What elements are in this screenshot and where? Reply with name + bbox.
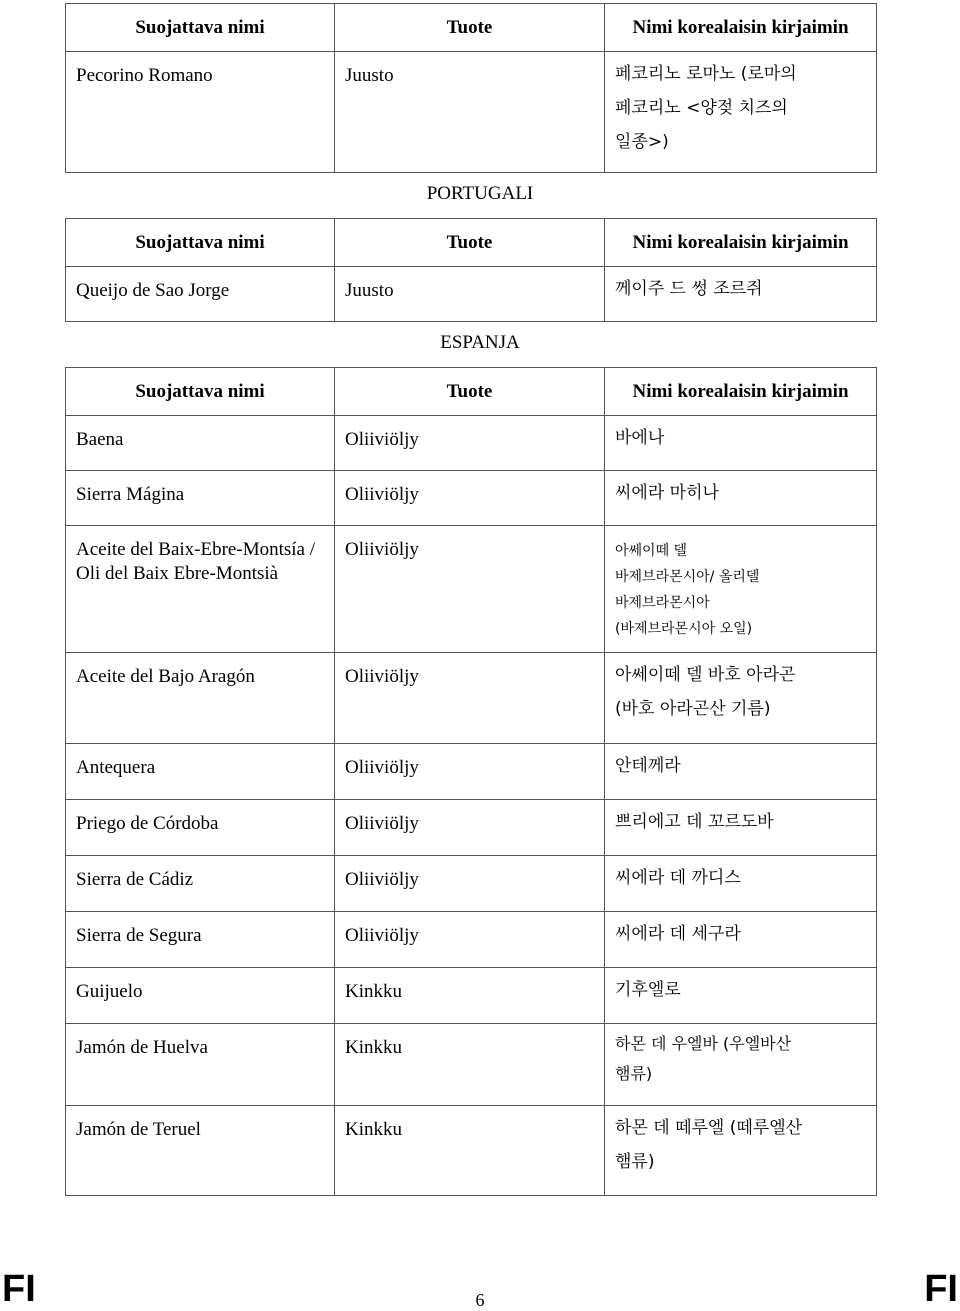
table-italy (65, 3, 877, 173)
cell-korean: 바에나 (605, 416, 877, 471)
cell-product: Oliiviöljy (335, 471, 605, 526)
cell-korean: 쁘리에고 데 꼬르도바 (605, 800, 877, 856)
cell-name: Sierra de Cádiz (66, 856, 335, 912)
header-korean-name: Nimi korealaisin kirjaimin (605, 368, 877, 416)
cell-name: Aceite del Baix-Ebre-Montsía / Oli del Baix Ebre-Montsià (66, 526, 335, 653)
header-protected-name: Suojattava nimi (66, 4, 335, 52)
cell-korean: 씨에라 마히나 (605, 471, 877, 526)
cell-name: Sierra de Segura (66, 912, 335, 968)
table-row (66, 912, 877, 968)
page-number: 6 (475, 1290, 485, 1310)
footer-language-code-right: FI (924, 1268, 958, 1310)
cell-product: Oliiviöljy (335, 800, 605, 856)
table-row (66, 416, 877, 471)
cell-name: Pecorino Romano (66, 52, 335, 173)
cell-name: Antequera (66, 744, 335, 800)
table-spain (65, 367, 877, 1196)
table-row (66, 653, 877, 744)
table-row (66, 800, 877, 856)
cell-name: Priego de Córdoba (66, 800, 335, 856)
table-row (66, 1024, 877, 1106)
header-protected-name: Suojattava nimi (66, 368, 335, 416)
cell-name: Jamón de Huelva (66, 1024, 335, 1106)
cell-korean: 하몬 데 우엘바 (우엘바산 햄류) (605, 1024, 877, 1106)
cell-product: Juusto (335, 52, 605, 173)
cell-product: Oliiviöljy (335, 744, 605, 800)
cell-korean: 하몬 데 떼루엘 (떼루엘산 햄류) (605, 1106, 877, 1196)
header-product: Tuote (335, 219, 605, 267)
cell-product: Oliiviöljy (335, 856, 605, 912)
cell-product: Kinkku (335, 1024, 605, 1106)
cell-name: Baena (66, 416, 335, 471)
table-row (66, 526, 877, 653)
cell-korean: 아쎄이떼 델 바제브라몬시아/ 올리델 바제브라몬시아 (바제브라몬시아 오일) (605, 526, 877, 653)
cell-korean: 기후엘로 (605, 968, 877, 1024)
cell-product: Oliiviöljy (335, 912, 605, 968)
table-portugal (65, 218, 877, 322)
table-row (66, 471, 877, 526)
header-korean-name: Nimi korealaisin kirjaimin (605, 4, 877, 52)
table-row (66, 267, 877, 322)
table-row (66, 744, 877, 800)
footer-language-code-left: FI (2, 1268, 36, 1310)
cell-product: Kinkku (335, 968, 605, 1024)
cell-name: Queijo de Sao Jorge (66, 267, 335, 322)
cell-korean: 아쎄이떼 델 바호 아라곤 (바호 아라곤산 기름) (605, 653, 877, 744)
section-title-spain: ESPANJA (440, 332, 520, 353)
cell-korean: 씨에라 데 까디스 (605, 856, 877, 912)
table-row (66, 968, 877, 1024)
cell-product: Oliiviöljy (335, 653, 605, 744)
cell-product: Kinkku (335, 1106, 605, 1196)
table-header-row (66, 4, 877, 52)
cell-name: Guijuelo (66, 968, 335, 1024)
cell-name: Sierra Mágina (66, 471, 335, 526)
table-row (66, 52, 877, 173)
cell-korean: 안테께라 (605, 744, 877, 800)
cell-product: Oliiviöljy (335, 416, 605, 471)
table-header-row (66, 368, 877, 416)
cell-korean: 씨에라 데 세구라 (605, 912, 877, 968)
header-protected-name: Suojattava nimi (66, 219, 335, 267)
header-korean-name: Nimi korealaisin kirjaimin (605, 219, 877, 267)
table-row (66, 1106, 877, 1196)
cell-product: Juusto (335, 267, 605, 322)
header-product: Tuote (335, 368, 605, 416)
cell-name: Aceite del Bajo Aragón (66, 653, 335, 744)
cell-korean: 페코리노 로마노 (로마의 페코리노 <양젖 치즈의 일종>) (605, 52, 877, 173)
section-title-portugal: PORTUGALI (426, 183, 534, 204)
cell-korean: 께이주 드 썽 조르쥐 (605, 267, 877, 322)
cell-name: Jamón de Teruel (66, 1106, 335, 1196)
cell-product: Oliiviöljy (335, 526, 605, 653)
table-header-row (66, 219, 877, 267)
table-row (66, 856, 877, 912)
header-product: Tuote (335, 4, 605, 52)
